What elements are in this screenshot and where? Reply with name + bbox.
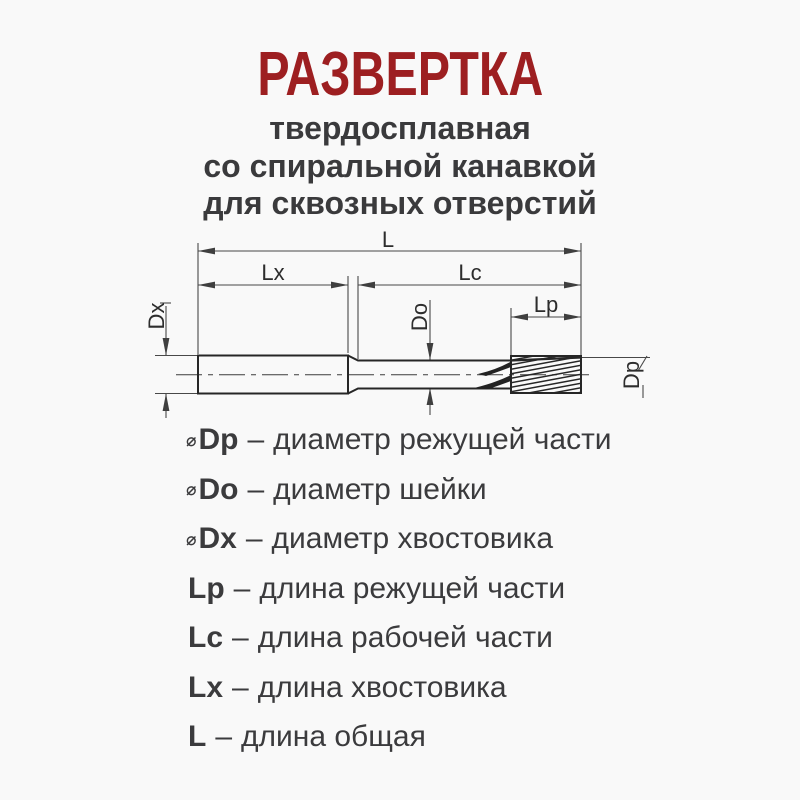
legend-item-l	[186, 712, 612, 762]
legend-description: длина рабочей части	[257, 621, 553, 654]
legend-dash: –	[232, 621, 249, 654]
diameter-symbol: ⌀	[186, 479, 197, 500]
legend-dash: –	[247, 423, 265, 456]
legend-description: диаметр шейки	[273, 472, 487, 506]
legend-item-dx	[186, 514, 612, 564]
upper-flute-leadin	[478, 362, 511, 377]
legend-item-lc	[186, 613, 612, 663]
legend-item-lp	[186, 564, 612, 614]
legend-dash: –	[233, 571, 251, 605]
legend-description: длина хвостовика	[257, 670, 507, 704]
dim-label-lc: Lc	[458, 260, 482, 285]
legend-description: диаметр хвостовика	[271, 522, 554, 555]
subtitle-line-3: для сквозных отверстий	[203, 185, 597, 221]
page-title-text: РАЗВЕРТКА	[256, 40, 543, 109]
dim-label-do: Do	[407, 302, 432, 332]
legend-symbol: L	[188, 720, 207, 753]
subtitle-line-1: твердосплавная	[269, 110, 531, 146]
legend-item-do	[186, 465, 612, 515]
legend-dash: –	[247, 472, 265, 506]
diameter-symbol: ⌀	[186, 429, 197, 450]
legend-description: диаметр режущей части	[273, 423, 612, 456]
dim-label-lp: Lp	[533, 292, 559, 317]
legend-symbol: ⌀Dp	[186, 423, 239, 456]
legend-symbol: ⌀Dx	[186, 522, 237, 555]
legend-dash: –	[215, 720, 233, 753]
legend-description: длина режущей части	[259, 571, 566, 605]
legend-item-dp	[186, 415, 612, 465]
dim-label-dp: Dp	[619, 360, 644, 390]
legend-symbol: Lp	[188, 571, 225, 605]
legend-description: длина общая	[241, 720, 426, 753]
legend-symbol: Lx	[188, 670, 224, 704]
diameter-symbol: ⌀	[186, 528, 197, 549]
subtitle-line-2: со спиральной канавкой	[203, 147, 597, 184]
dim-label-l: L	[381, 227, 395, 252]
lower-flute-leadin	[476, 375, 511, 390]
dim-label-dx: Dx	[144, 302, 169, 330]
legend-dash: –	[232, 670, 249, 704]
legend-dash: –	[245, 522, 263, 555]
dim-label-lx: Lx	[261, 260, 285, 285]
legend	[186, 415, 612, 762]
legend-symbol: Lc	[188, 621, 224, 654]
legend-item-lx	[186, 663, 612, 713]
legend-symbol: ⌀Do	[186, 472, 239, 506]
